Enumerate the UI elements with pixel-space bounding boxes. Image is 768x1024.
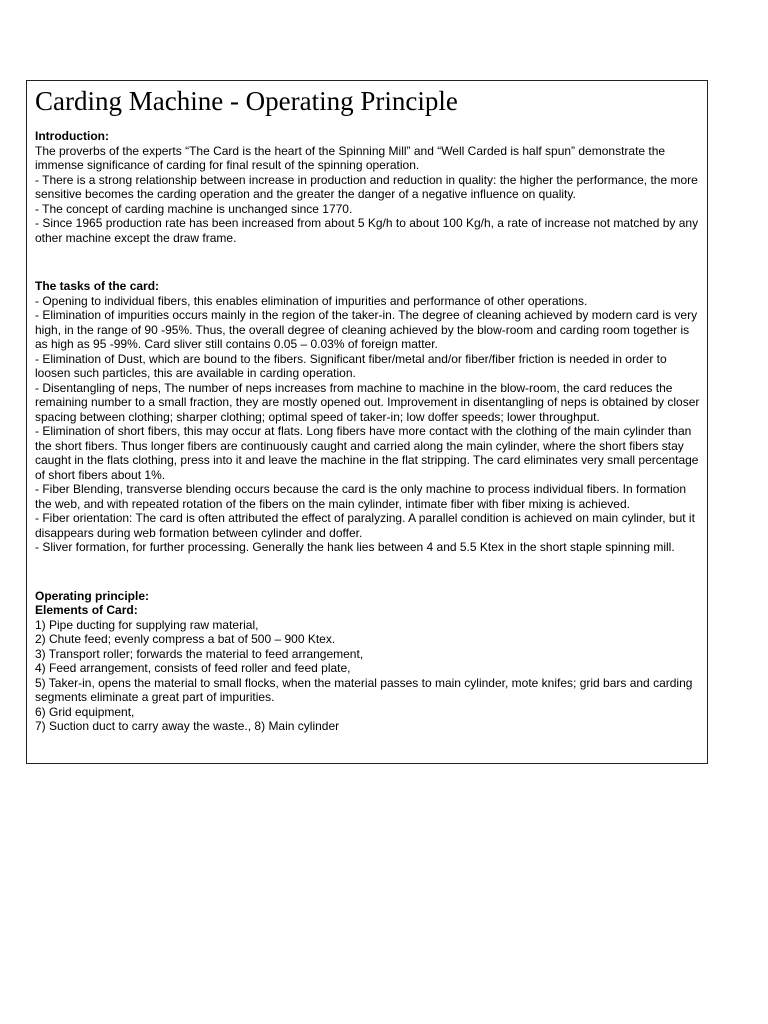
intro-paragraph: - There is a strong relationship between increase in production and reduction in quality: the higher the performance, the more sensitive becomes the carding operation and the greater the danger of a negative influence on quality. — [35, 172, 698, 201]
intro-paragraph: - Since 1965 production rate has been increased from about 5 Kg/h to about 100 Kg/h, a rate of increase not matched by any other machine except the draw frame. — [35, 216, 699, 245]
task-item: - Fiber orientation: The card is often attributed the effect of paralyzing. A parallel condition is achieved on main cylinder, but it disappears during web formation between cylinder and doffer. — [35, 511, 695, 540]
element-item: 3) Transport roller; forwards the material to feed arrangement, — [35, 646, 364, 661]
element-item: 6) Grid equipment, — [35, 704, 135, 719]
element-item: 4) Feed arrangement, consists of feed roller and feed plate, — [35, 661, 351, 675]
tasks-heading: The tasks of the card: — [35, 279, 160, 293]
tasks-section — [35, 279, 701, 555]
elements-of-card-heading: Elements of Card: — [35, 603, 138, 617]
intro-paragraph: The proverbs of the experts “The Card is the heart of the Spinning Mill” and “Well Carded is half spun” demonstrate the immense significance of carding for final result of the spinning operation. — [35, 143, 666, 172]
document-frame — [26, 80, 708, 764]
operating-principle-heading: Operating principle: — [35, 588, 150, 603]
operating-principle-section — [35, 589, 701, 734]
element-item: 1) Pipe ducting for supplying raw material, — [35, 617, 259, 632]
introduction-heading: Introduction: — [35, 129, 109, 143]
task-item: - Opening to individual fibers, this enables elimination of impurities and performance of other operations. — [35, 293, 588, 308]
element-item: 5) Taker-in, opens the material to small flocks, when the material passes to main cylinder, mote knifes; grid bars and carding segments eliminate a great part of impurities. — [35, 675, 693, 704]
task-item: - Disentangling of neps, The number of neps increases from machine to machine in the blow-room, the card reduces the remaining number to a small fraction, they are mostly opened out. Improvement in disentangling of neps is obtained by closer spacing between clothing; sharper clothing; optimal speed of taker-in; low doffer speeds; lower throughput. — [35, 380, 700, 424]
task-item: - Sliver formation, for further processing. Generally the hank lies between 4 and 5.5 Ktex in the short staple spinning mill. — [35, 540, 675, 554]
task-item: - Elimination of Dust, which are bound to the fibers. Significant fiber/metal and/or fiber/fiber friction is needed in order to loosen such particles, this are available in carding operation. — [35, 351, 667, 380]
page-title: Carding Machine - Operating Principle — [35, 86, 458, 116]
element-item: 7) Suction duct to carry away the waste., 8) Main cylinder — [35, 719, 340, 733]
element-item: 2) Chute feed; evenly compress a bat of 500 – 900 Ktex. — [35, 632, 336, 646]
task-item: - Elimination of short fibers, this may occur at flats. Long fibers have more contact with the clothing of the main cylinder than the short fibers. Thus longer fibers are continuously caught and carried along the main cylinder, where the short fibers stay caught in the flats clothing, press into it and leave the machine in the flat stripping. The card eliminates very small percentage of short fibers about 1%. — [35, 424, 699, 482]
task-item: - Elimination of impurities occurs mainly in the region of the taker-in. The degree of cleaning achieved by modern card is very high, in the range of 90 -95%. Thus, the overall degree of cleaning achieved by the blow-room and carding room together is as high as 95 -99%. Card sliver still contains 0.05 – 0.03% of foreign matter. — [35, 308, 698, 351]
task-item: - Fiber Blending, transverse blending occurs because the card is the only machine to process individual fibers. In formation the web, and with repeated rotation of the fibers on the main cylinder, intimate fiber with fiber mixing is achieved. — [35, 482, 687, 511]
intro-paragraph: - The concept of carding machine is unchanged since 1770. — [35, 201, 353, 216]
introduction-section — [35, 129, 701, 245]
document-content — [35, 81, 701, 734]
